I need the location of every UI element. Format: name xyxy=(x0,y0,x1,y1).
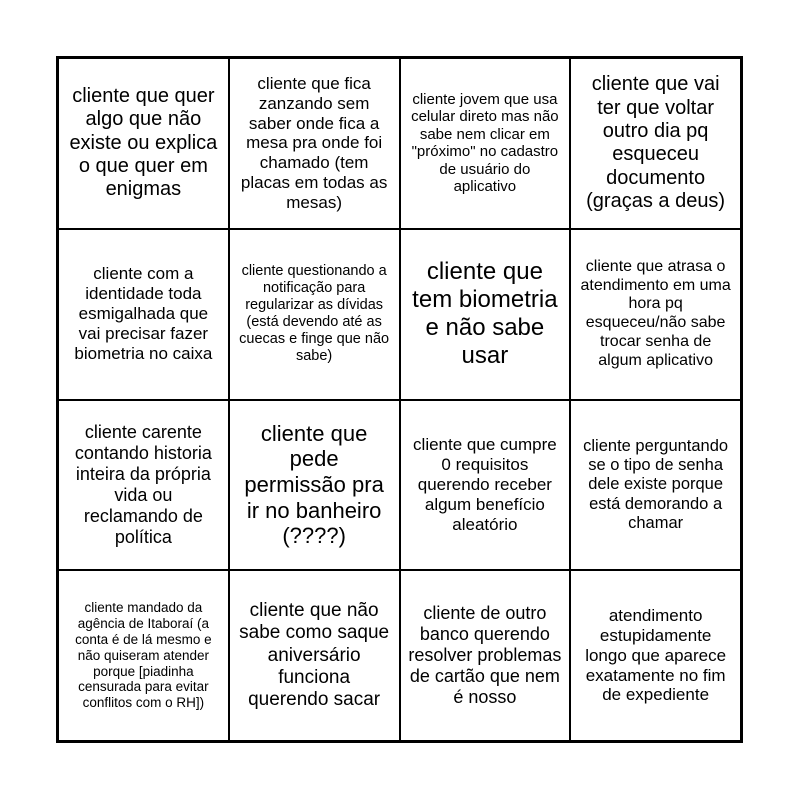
bingo-cell-text: cliente que vai ter que voltar outro dia pq esqueceu documento (graças a deus) xyxy=(586,73,726,213)
bingo-card xyxy=(56,56,743,743)
bingo-cell-text: cliente jovem que usa celular direto mas não sabe nem clicar em "próximo" no cadastro de usuário do aplicativo xyxy=(411,90,559,196)
bingo-cell[interactable] xyxy=(570,229,741,400)
bingo-cell[interactable] xyxy=(229,229,400,400)
bingo-cell[interactable] xyxy=(400,400,571,571)
bingo-cell[interactable] xyxy=(229,570,400,741)
bingo-cell-text: atendimento estupidamente longo que aparece exatamente no fim de expediente xyxy=(585,605,727,705)
bingo-cell-text: cliente que atrasa o atendimento em uma hora pq esqueceu/não sabe trocar senha de algum aplicativo xyxy=(580,257,731,369)
bingo-cell[interactable] xyxy=(400,570,571,741)
bingo-cell[interactable] xyxy=(229,400,400,571)
bingo-cell-text: cliente que quer algo que não existe ou explica o que quer em enigmas xyxy=(69,84,218,201)
bingo-cell-text: cliente perguntando se o tipo de senha dele existe porque está demorando a chamar xyxy=(583,436,729,532)
bingo-cell[interactable] xyxy=(570,570,741,741)
bingo-cell-text: cliente mandado da agência de Itaboraí (a conta é de lá mesmo e não quiseram atender porque [piadinha censurada para evitar conflitos com o RH]) xyxy=(75,600,212,711)
bingo-cell-text: cliente carente contando historia inteira da própria vida ou reclamando de política xyxy=(74,421,212,547)
bingo-cell[interactable] xyxy=(58,400,229,571)
bingo-cell[interactable] xyxy=(400,58,571,229)
bingo-cell[interactable] xyxy=(58,58,229,229)
bingo-cell[interactable] xyxy=(229,58,400,229)
bingo-cell-text: cliente que pede permissão pra ir no banheiro (????) xyxy=(244,420,384,549)
bingo-cell[interactable] xyxy=(570,58,741,229)
bingo-cell[interactable] xyxy=(58,570,229,741)
bingo-cell-text: cliente de outro banco querendo resolver problemas de cartão que nem é nosso xyxy=(408,603,562,708)
bingo-cell[interactable] xyxy=(58,229,229,400)
bingo-cell-text: cliente questionando a notificação para regularizar as dívidas (está devendo até as cuecas e finge que não sabe) xyxy=(239,263,390,365)
bingo-cell-text: cliente que não sabe como saque aniversário funciona querendo sacar xyxy=(239,600,390,710)
bingo-cell-text: cliente com a identidade toda esmigalhada que vai precisar fazer biometria no caixa xyxy=(74,264,213,363)
bingo-cell-text: cliente que tem biometria e não sabe usar xyxy=(412,257,558,370)
bingo-cell-text: cliente que fica zanzando sem saber onde fica a mesa pra onde foi chamado (tem placas em todas as mesas) xyxy=(240,73,388,213)
bingo-cell[interactable] xyxy=(400,229,571,400)
bingo-cell-text: cliente que cumpre 0 requisitos querendo receber algum benefício aleatório xyxy=(413,435,557,534)
bingo-cell[interactable] xyxy=(570,400,741,571)
